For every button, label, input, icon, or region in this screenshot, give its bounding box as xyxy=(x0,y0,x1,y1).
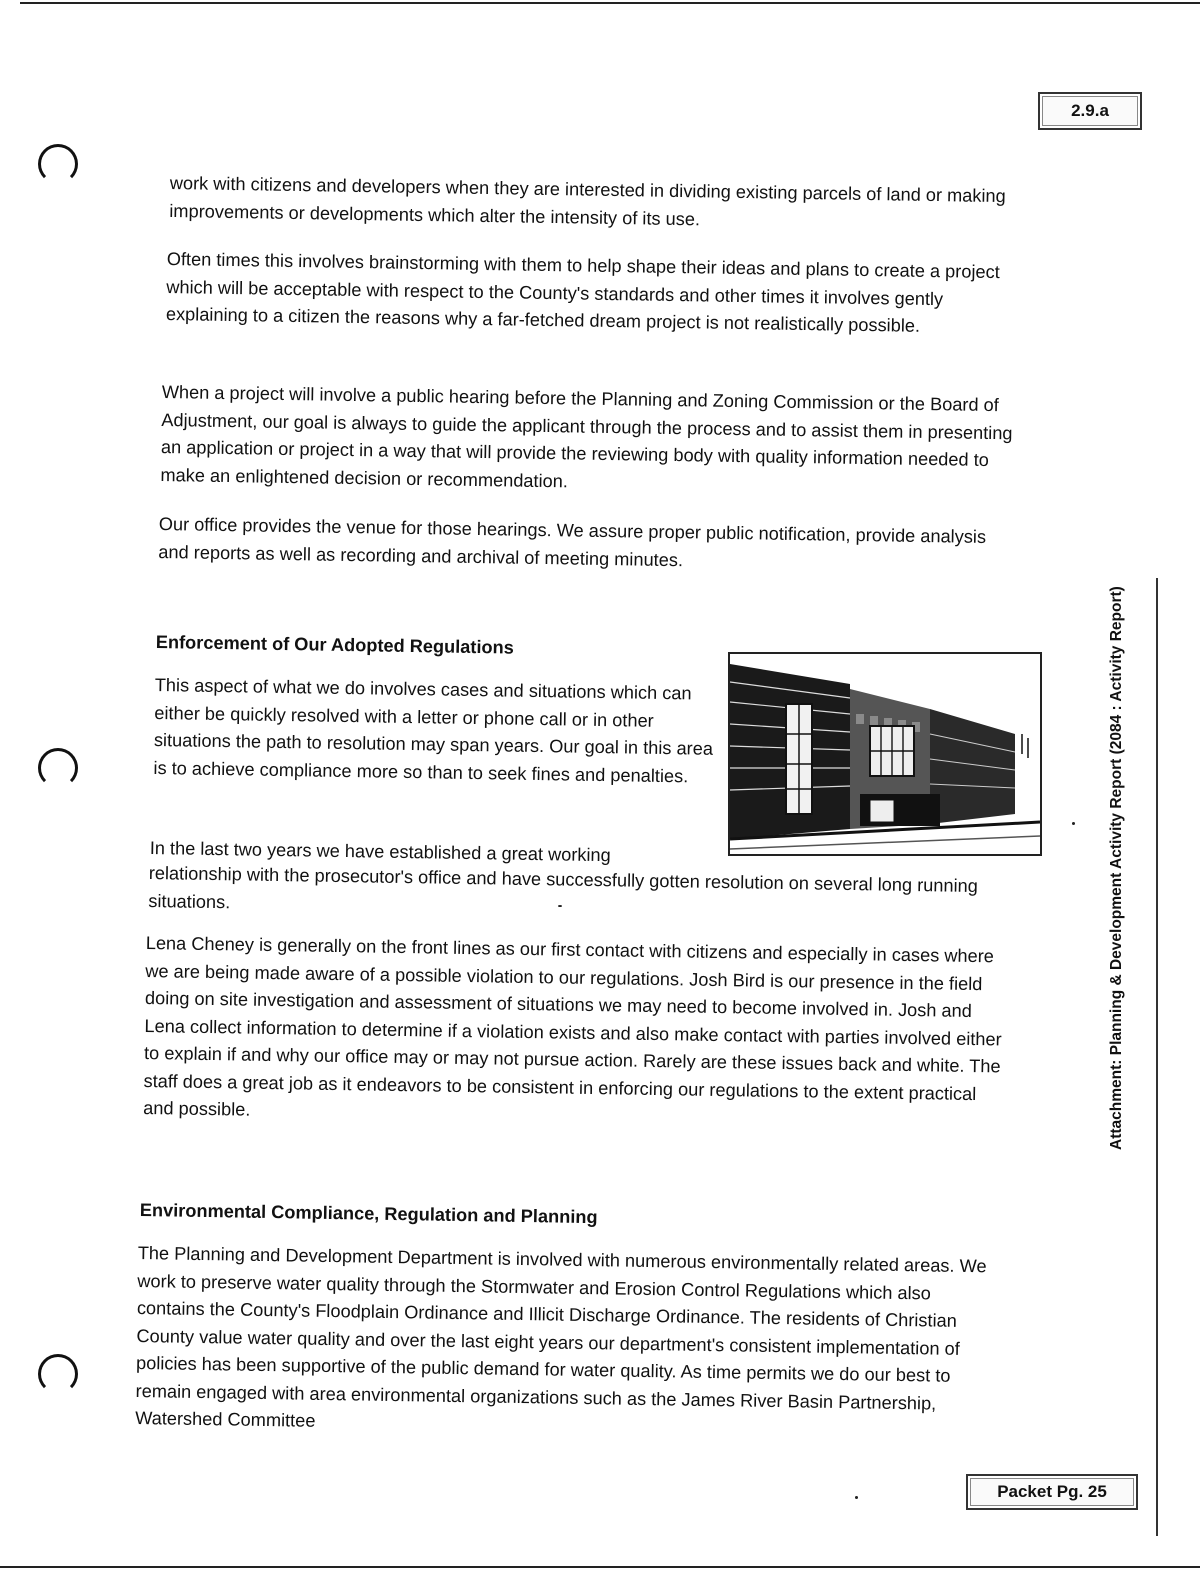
building-illustration xyxy=(730,654,1040,854)
paragraph-intro-2: Often times this involves brainstorming with them to help shape their ideas and plans to create a project which will be acceptable with respect to the County's standards and other times it involves gently explaining to a citizen the reasons why a far-fetched dream project is not realistically possible. xyxy=(165,248,1000,336)
paragraph-enforcement-2: relationship with the prosecutor's office and have successfully gotten resolution on several long running situations. xyxy=(148,862,978,912)
paragraph-environment-1: The Planning and Development Department is involved with numerous environmentally related areas. We work to preserve water quality through the Stormwater and Erosion Control Regulations which also contains the County's Floodplain Ordinance and Illicit Discharge Ordinance. The residents of Christian County value water quality and over the last eight years our department's consistent implementation of policies has been supportive of the public demand for water quality. As time permits we do our best to remain engaged with area environmental organizations such as the James River Basin Partnership, Watershed Committee xyxy=(135,1242,987,1431)
scan-speck xyxy=(855,1496,858,1499)
courthouse-building-photo xyxy=(728,652,1042,856)
paragraph-enforcement-2-first-line: In the last two years we have established a great working xyxy=(149,837,611,866)
paragraph-intro-3: When a project will involve a public hearing before the Planning and Zoning Commission or the Board of Adjustment, our goal is always to guide the applicant through the process and to assist them in presenting an application or project in a way that will provide the reviewing body with quality information needed to make an enlightened decision or recommendation. xyxy=(160,381,1013,491)
paragraph-intro-4: Our office provides the venue for those hearings. We assure proper public notification, provide analysis and reports as well as recording and archival of meeting minutes. xyxy=(158,513,987,570)
binder-hole-icon xyxy=(38,144,78,184)
paragraph-intro-1: work with citizens and developers when they are interested in dividing existing parcels of land or making improvements or developments which alter the intensity of its use. xyxy=(169,172,1006,229)
binder-hole-icon xyxy=(38,748,78,788)
section-heading-environment: Environmental Compliance, Regulation and Planning xyxy=(139,1200,598,1228)
scan-speck xyxy=(1072,822,1075,825)
right-margin-rule xyxy=(1156,578,1158,1536)
top-border-rule xyxy=(20,2,1200,4)
attachment-side-caption: Attachment: Planning & Development Activity Report (2084 : Activity Report) xyxy=(1108,586,1125,1150)
packet-page-badge: Packet Pg. 25 xyxy=(966,1474,1138,1510)
bottom-border-rule xyxy=(0,1566,1200,1568)
paragraph-enforcement-1: This aspect of what we do involves cases and situations which can either be quickly resolved with a letter or phone call or in other situations the path to resolution may span years. Our goal in this area is to achieve compliance more so than to seek fines and penalties. xyxy=(153,674,714,786)
item-number-badge: 2.9.a xyxy=(1038,92,1142,130)
paragraph-enforcement-3: Lena Cheney is generally on the front lines as our first contact with citizens and especially in cases where we are being made aware of a possible violation to our regulations. Josh Bird is our presence in the field doing on site investigation and assessment of situations we may need to become involved in. Josh and Lena collect information to determine if a violation exists and also make contact with parties involved either to explain if and why our office may or may not pursue action. Rarely are these issues back and white. The staff does a great job as it endeavors to be consistent in enforcing our regulations to the extent practical and possible. xyxy=(143,932,1002,1120)
section-heading-enforcement: Enforcement of Our Adopted Regulations xyxy=(155,632,514,658)
scan-speck xyxy=(558,905,562,907)
binder-hole-icon xyxy=(38,1354,78,1394)
